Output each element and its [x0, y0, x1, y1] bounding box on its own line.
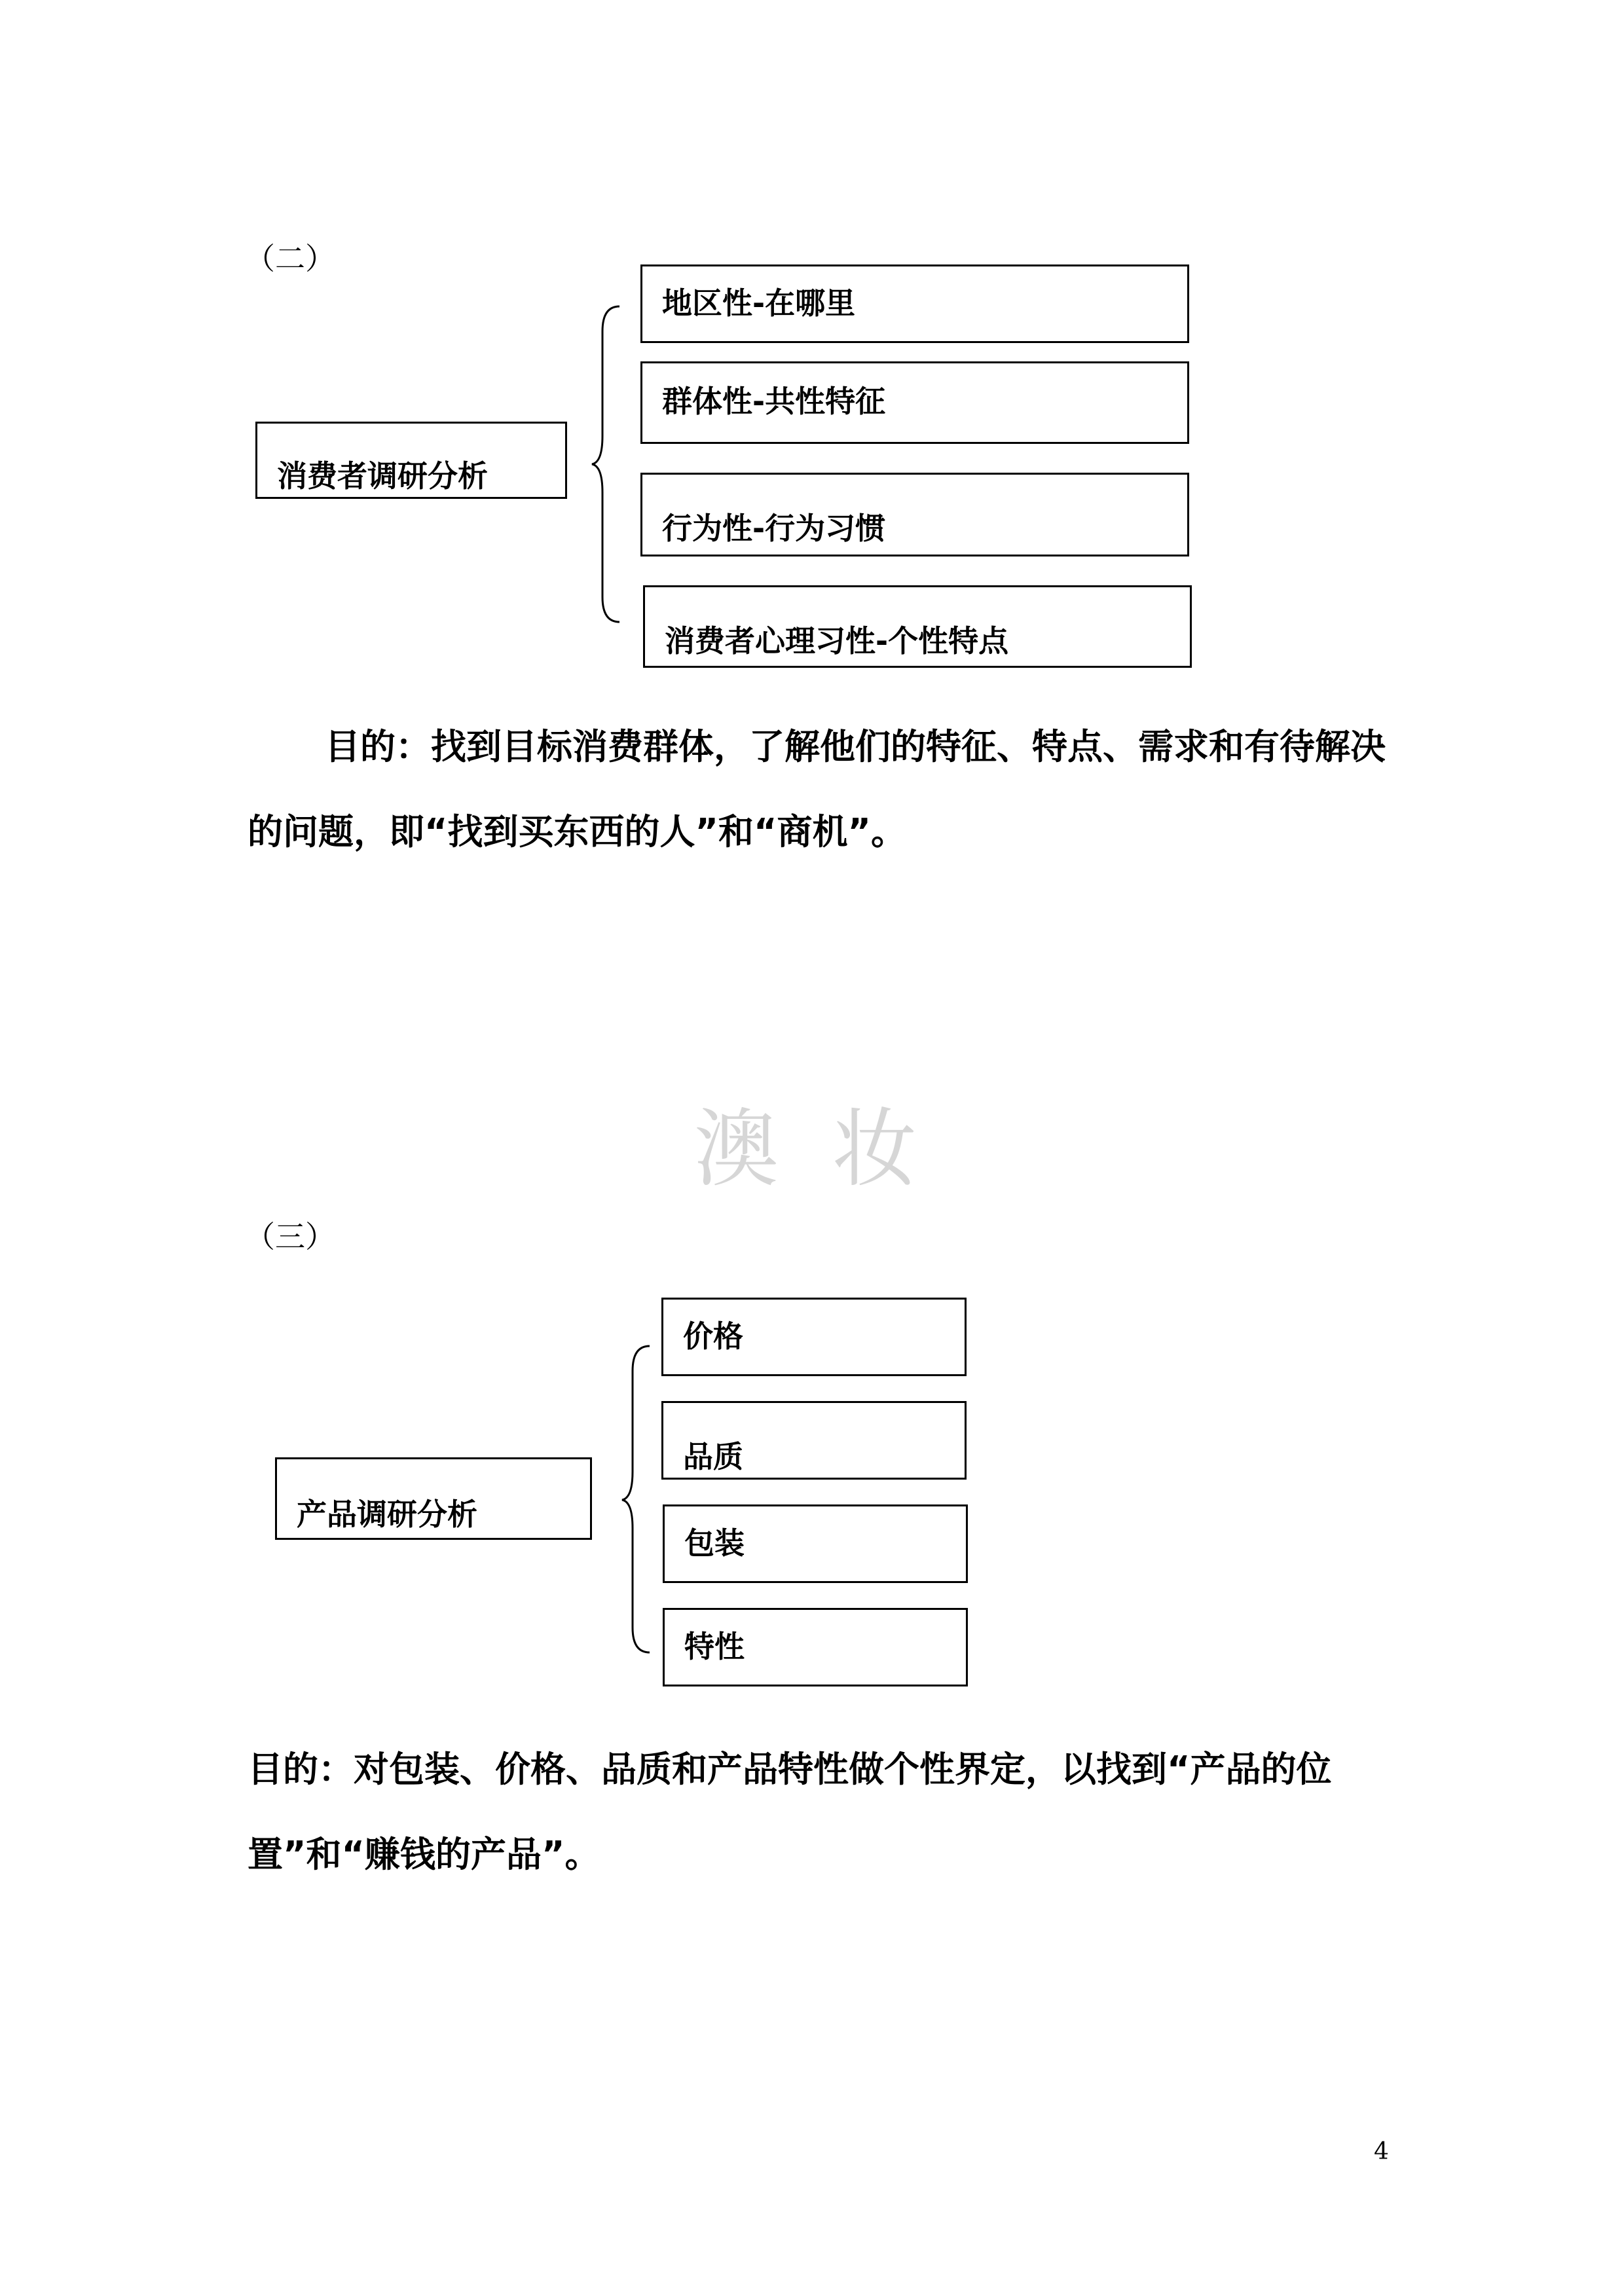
consumer-item-2 [640, 361, 1189, 444]
consumer-item-4-label: 消费者心理习性-个性特点 [665, 623, 1009, 659]
page-number: 4 [1374, 2138, 1389, 2165]
consumer-item-3 [640, 473, 1189, 556]
product-item-3 [663, 1504, 968, 1583]
product-item-4 [663, 1608, 968, 1686]
product-brace [619, 1345, 659, 1654]
consumer-item-3-label: 行为性-行为习惯 [662, 511, 886, 546]
product-item-2 [661, 1401, 967, 1480]
product-item-1 [661, 1298, 967, 1376]
consumer-item-4 [643, 585, 1192, 668]
product-item-3-label: 包装 [684, 1525, 745, 1561]
consumer-research-box [255, 422, 567, 499]
consumer-item-1 [640, 264, 1189, 343]
consumer-item-1-label: 地区性-在哪里 [662, 285, 856, 321]
product-item-1-label: 价格 [683, 1319, 743, 1354]
section-3-label: （三） [245, 1219, 335, 1254]
product-research-label: 产品调研分析 [297, 1497, 477, 1532]
product-item-2-label: 品质 [683, 1439, 743, 1474]
section-2-label: （二） [245, 241, 335, 276]
product-item-4-label: 特性 [684, 1629, 745, 1664]
consumer-purpose-paragraph: 目的：找到目标消费群体，了解他们的特征、特点、需求和有待解决的问题，即“找到买东西的人”和“商机”。 [248, 726, 1386, 852]
consumer-research-label: 消费者调研分析 [277, 458, 488, 494]
consumer-brace [589, 305, 629, 623]
product-purpose-paragraph: 目的：对包装、价格、品质和产品特性做个性界定，以找到“产品的位置”和“赚钱的产品”。 [248, 1749, 1332, 1875]
watermark: 澳 妆 [693, 1099, 931, 1199]
product-research-box [275, 1457, 592, 1540]
consumer-item-2-label: 群体性-共性特征 [662, 384, 886, 419]
